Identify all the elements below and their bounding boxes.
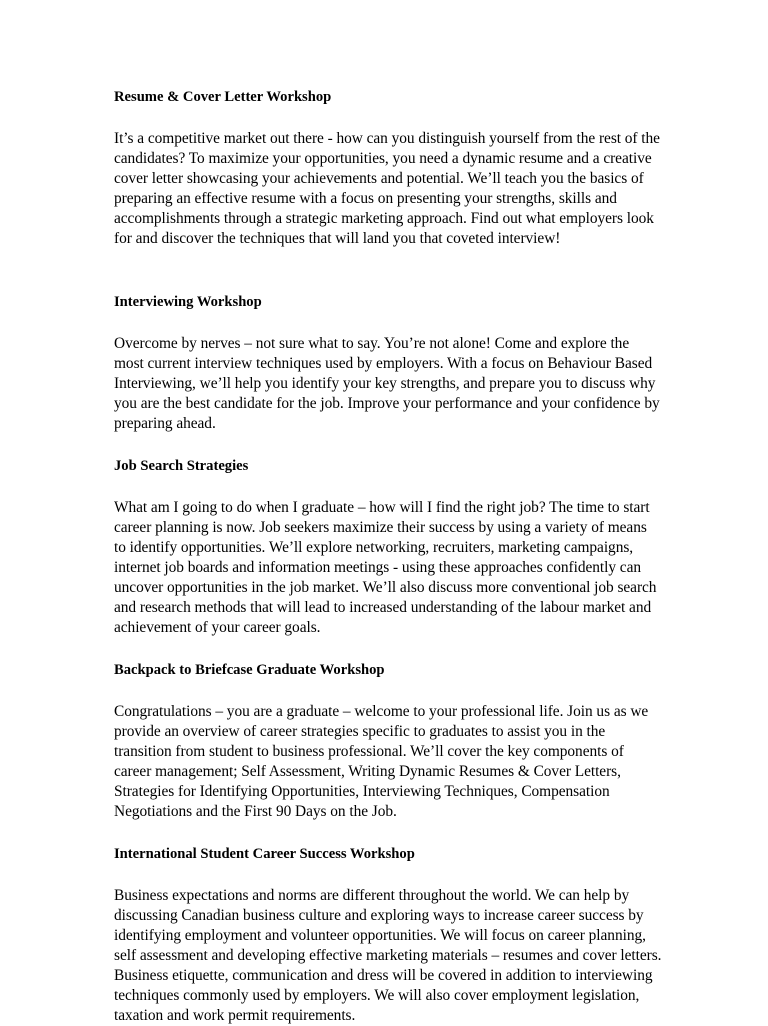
- body-line: identifying employment and volunteer opportunities. We will focus on career planning,: [114, 927, 646, 944]
- body-line: provide an overview of career strategies specific to graduates to assist you in the: [114, 723, 606, 740]
- body-line: Interviewing, we’ll help you identify your key strengths, and prepare you to discuss why: [114, 375, 656, 392]
- body-line: Overcome by nerves – not sure what to say. You’re not alone! Come and explore the: [114, 335, 630, 352]
- body-line: Negotiations and the First 90 Days on the Job.: [114, 803, 397, 820]
- section-body-resume-cover-letter: [114, 129, 664, 249]
- document-page: [114, 78, 664, 1026]
- body-line: transition from student to business professional. We’ll cover the key components of: [114, 743, 624, 760]
- body-line: It’s a competitive market out there - how can you distinguish yourself from the rest of the: [114, 130, 660, 147]
- body-line: to identify opportunities. We’ll explore networking, recruiters, marketing campaigns,: [114, 539, 634, 556]
- body-line: Congratulations – you are a graduate – welcome to your professional life. Join us as we: [114, 703, 649, 720]
- body-line: you are the best candidate for the job. Improve your performance and your confidence by: [114, 395, 660, 412]
- body-line: career management; Self Assessment, Writing Dynamic Resumes & Cover Letters,: [114, 763, 621, 780]
- body-line: discussing Canadian business culture and exploring ways to increase career success by: [114, 907, 644, 924]
- section-body-backpack-to-briefcase: [114, 702, 664, 822]
- body-line: techniques commonly used by employers. We will also cover employment legislation,: [114, 987, 640, 1004]
- body-line: self assessment and developing effective marketing materials – resumes and cover letters.: [114, 947, 662, 964]
- body-line: and research methods that will lead to increased understanding of the labour market and: [114, 599, 652, 616]
- body-line: cover letter showcasing your achievements and potential. We’ll teach you the basics of: [114, 170, 644, 187]
- body-line: internet job boards and information meetings - using these approaches confidently can: [114, 559, 641, 576]
- section-title-interviewing: Interviewing Workshop: [114, 294, 262, 310]
- section-body-job-search: [114, 498, 664, 638]
- section-title-international-student: International Student Career Success Workshop: [114, 846, 415, 862]
- section-title-resume-cover-letter: Resume & Cover Letter Workshop: [114, 89, 332, 105]
- section-body-interviewing: [114, 334, 664, 434]
- body-line: uncover opportunities in the job market. We’ll also discuss more conventional job search: [114, 579, 657, 596]
- body-line: achievement of your career goals.: [114, 619, 321, 636]
- body-line: taxation and work permit requirements.: [114, 1007, 356, 1024]
- body-line: candidates? To maximize your opportunities, you need a dynamic resume and a creative: [114, 150, 652, 167]
- body-line: accomplishments through a strategic marketing approach. Find out what employers look: [114, 210, 654, 227]
- body-line: preparing an effective resume with a focus on presenting your strengths, skills and: [114, 190, 617, 207]
- body-line: career planning is now. Job seekers maximize their success by using a variety of means: [114, 519, 647, 536]
- body-line: What am I going to do when I graduate – how will I find the right job? The time to start: [114, 499, 650, 516]
- section-body-international-student: [114, 886, 664, 1026]
- section-title-backpack-to-briefcase: Backpack to Briefcase Graduate Workshop: [114, 662, 385, 678]
- body-line: most current interview techniques used by employers. With a focus on Behaviour Based: [114, 355, 653, 372]
- body-line: Business etiquette, communication and dress will be covered in addition to interviewing: [114, 967, 653, 984]
- section-title-job-search: Job Search Strategies: [114, 458, 249, 474]
- body-line: preparing ahead.: [114, 415, 216, 432]
- body-line: Business expectations and norms are different throughout the world. We can help by: [114, 887, 630, 904]
- body-line: Strategies for Identifying Opportunities, Interviewing Techniques, Compensation: [114, 783, 610, 800]
- body-line: for and discover the techniques that will land you that coveted interview!: [114, 230, 561, 247]
